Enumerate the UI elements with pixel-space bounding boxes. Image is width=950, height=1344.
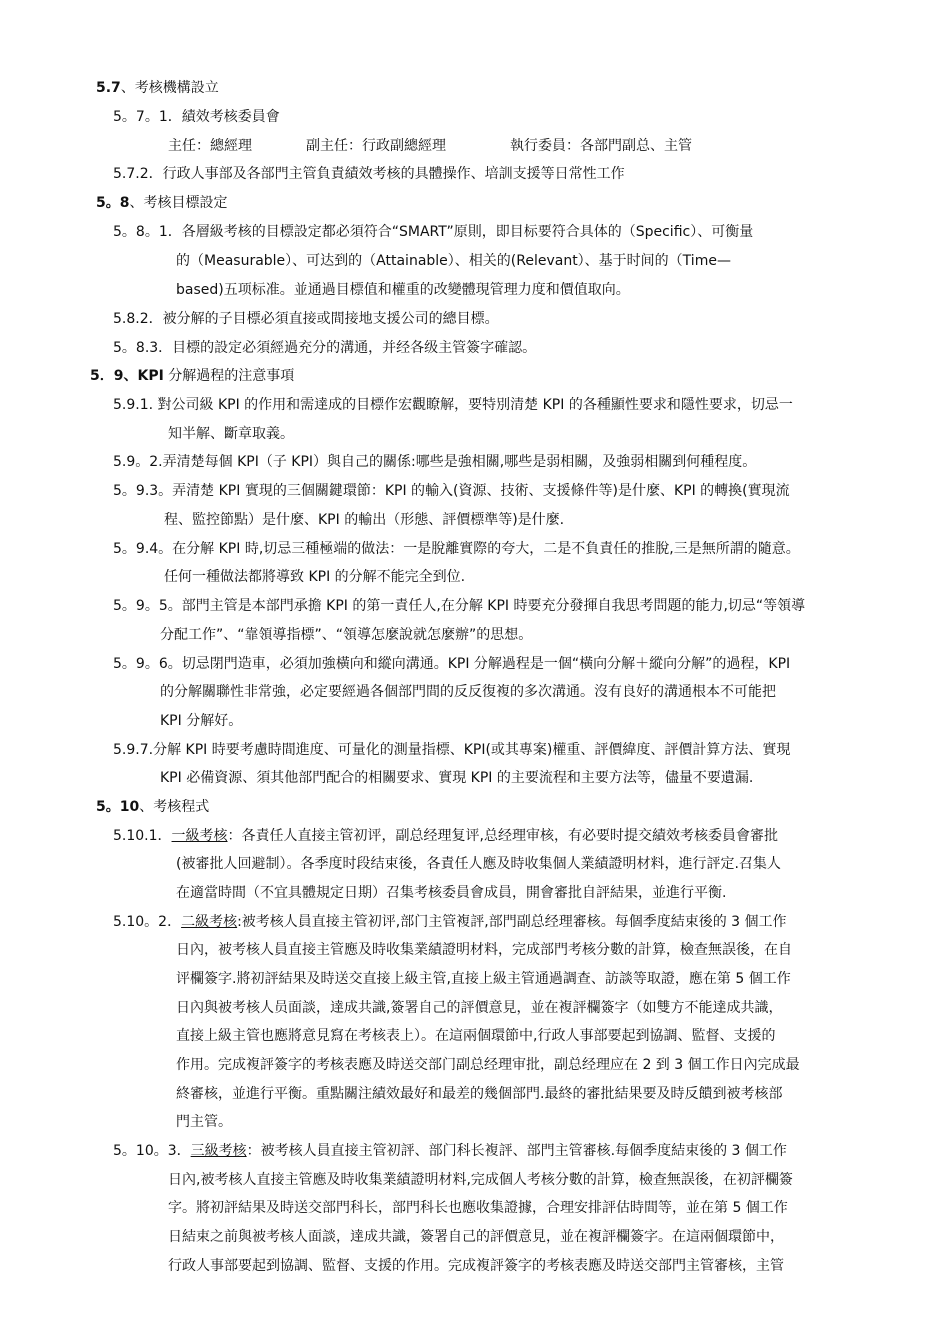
section-heading-5-10 — [96, 797, 209, 817]
level-label: 三級考核 — [190, 1143, 247, 1159]
member-exec: 執行委員：各部門副总、主管 — [510, 138, 692, 154]
item-5-10-2-line-6: 作用。完成複評簽字的考核表應及時送交部门副总经理审批，副总经理应在 2 到 3 個工作日內完成最 — [176, 1057, 800, 1073]
item-5-9-2: 5.9。2.弄清楚每個 KPI（子 KPI）與自己的關係:哪些是強相關,哪些是弱相關，及強弱相關到何種程度。 — [113, 454, 757, 470]
item-5-9-7-line-2: KPI 必備資源、須其他部門配合的相關要求、實現 KPI 的主要流程和主要方法等，儘量不要遺漏. — [160, 770, 754, 786]
item-number: 5.10。2． — [113, 914, 182, 930]
item-5-10-1-line-3: 在適當時間（不宜具體規定日期）召集考核委員會成員，開會審批自評結果，並進行平衡. — [176, 885, 727, 901]
item-5-8-1-line-3: based)五项标准。並通過目標值和權重的改變體現管理力度和價值取向。 — [176, 282, 630, 298]
item-5-10-2-line-2: 日內，被考核人員直接主管應及時收集業績證明材料，完成部門考核分數的計算，檢查無誤後，在自 — [176, 942, 792, 958]
item-5-8-1-line-1: 5。8。1．各層級考核的目標設定都必須符合“SMART”原則，即目标要符合具体的（Specific）、可衡量 — [113, 224, 754, 240]
committee-members — [0, 136, 950, 156]
section-heading-5-8 — [96, 193, 227, 213]
item-5-9-1-line-1: 5.9.1. 對公司級 KPI 的作用和需達成的目標作宏觀瞭解，要特別清楚 KPI 的各種顯性要求和隱性要求，切忌一 — [113, 397, 793, 413]
item-5-7-2: 5.7.2．行政人事部及各部門主管負責績效考核的具體操作、培訓支援等日常性工作 — [113, 166, 625, 182]
item-5-9-7-line-1: 5.9.7.分解 KPI 時要考慮時間進度、可量化的測量指標、KPI(或其專案)權重、評價緯度、評價計算方法、實現 — [113, 742, 791, 758]
section-title: 、考核機構設立 — [120, 80, 219, 96]
item-number: 5。10。3． — [113, 1143, 191, 1159]
item-5-10-3-line-2: 日內,被考核人直接主管應及時收集業績證明材料,完成個人考核分數的計算，檢查無誤後，在初評欄簽 — [168, 1172, 793, 1188]
item-5-10-2-line-3: 评欄簽字.將初評結果及時送交直接上級主管,直接上級主管通過調查、訪談等取證，應在第 5 個工作 — [176, 971, 791, 987]
section-title: 、考核目標設定 — [129, 195, 228, 211]
item-5-10-3-line-3: 字。將初評結果及時送交部門科长，部門科长也應收集證據，合理安排評估時間等，並在第 5 個工作 — [168, 1200, 788, 1216]
item-text: :被考核人員直接主管初评,部门主管複評,部門副总经理審核。每個季度結束後的 3 個工作 — [237, 914, 787, 930]
item-5-9-5-line-1: 5。9。5。部門主管是本部門承擔 KPI 的第一責任人,在分解 KPI 時要充分發揮自我思考問題的能力,切忌“等領導 — [113, 598, 806, 614]
section-number: 5。10 — [96, 799, 140, 815]
item-text: ：各責任人直接主管初评，副总经理复评,总经理审核，有必要时提交績效考核委員會審批 — [227, 828, 778, 844]
item-number: 5.10.1． — [113, 828, 172, 844]
item-5-9-3-line-1: 5。9.3。弄清楚 KPI 實現的三個關鍵環節：KPI 的輸入(資源、技術、支援條件等)是什麼、KPI 的轉換(實現流 — [113, 483, 790, 499]
level-label: 二級考核 — [181, 914, 238, 930]
item-5-10-2-line-8: 門主管。 — [176, 1114, 232, 1130]
section-number: 5．9、KPI — [90, 368, 164, 384]
item-5-9-4-line-2: 任何一種做法都將導致 KPI 的分解不能完全到位. — [164, 569, 466, 585]
item-5-10-3-line-5: 行政人事部要起到協調、監督、支援的作用。完成複評簽字的考核表應及時送交部門主管審核，主管 — [168, 1258, 784, 1274]
item-text: ：被考核人員直接主管初評、部门科长複評、部門主管審核.每個季度結束後的 3 個工作 — [246, 1143, 787, 1159]
item-5-10-2-line-4: 日內與被考核人员面談，達成共識,簽署自己的評價意見，並在複評欄簽字（如雙方不能達成共識， — [176, 1000, 783, 1016]
item-5-10-2-line-1 — [113, 912, 787, 932]
item-5-9-5-line-2: 分配工作”、“靠領導指標”、“領導怎麼說就怎麼辦”的思想。 — [160, 627, 533, 643]
item-5-9-3-line-2: 程、監控節點）是什麼、KPI 的輸出（形態、評價標準等)是什麼. — [164, 512, 565, 528]
item-5-9-1-line-2: 知半解、斷章取義。 — [168, 426, 294, 442]
member-vice: 副主任：行政副總經理 — [306, 138, 446, 154]
item-5-10-3-line-4: 日結束之前與被考核人面談，達成共識，簽署自己的評價意見，並在複評欄簽字。在這兩個環節中， — [168, 1229, 784, 1245]
item-5-10-1-line-2: (被審批人回避制）。各季度时段结束後，各責任人應及時收集個人業績證明材料，進行評定.召集人 — [176, 856, 781, 872]
section-number: 5.7 — [96, 80, 121, 96]
section-title: 分解過程的注意事項 — [168, 368, 295, 384]
item-5-10-2-line-5: 直接上級主管也應將意見寫在考核表上）。在這兩個環節中,行政人事部要起到協調、監督、支援的 — [176, 1028, 776, 1044]
item-5-7-1-title: 5。7。1．績效考核委員會 — [113, 109, 280, 125]
item-5-10-3-line-1 — [113, 1141, 787, 1161]
item-5-8-2: 5.8.2．被分解的子目標必須直接或間接地支援公司的總目標。 — [113, 311, 499, 327]
item-5-8-1-line-2: 的（Measurable）、可达到的（Attainable）、相关的(Relevant）、基于时间的（Time— — [176, 253, 731, 269]
item-5-8-3: 5。8.3．目標的設定必須經過充分的溝通，并经各级主管簽字確認。 — [113, 340, 537, 356]
section-number: 5。8 — [96, 195, 130, 211]
item-5-9-6-line-3: KPI 分解好。 — [160, 713, 243, 729]
item-5-9-6-line-1: 5。9。6。切忌閉門造車，必須加強橫向和縱向溝通。KPI 分解過程是一個“橫向分解＋縱向分解”的過程，KPI — [113, 656, 791, 672]
section-title: 、考核程式 — [139, 799, 210, 815]
item-5-9-4-line-1: 5。9.4。在分解 KPI 時,切忌三種極端的做法：一是脫離實際的夸大，二是不負責任的推脫,三是無所謂的隨意。 — [113, 541, 800, 557]
item-5-10-2-line-7: 終審核，並進行平衡。重點關注績效最好和最差的幾個部門.最終的審批結果要及時反饋到被考核部 — [176, 1086, 783, 1102]
member-chair: 主任：總經理 — [168, 138, 252, 154]
section-heading-5-9 — [90, 366, 294, 386]
section-heading-5-7 — [96, 78, 219, 98]
level-label: 一級考核 — [171, 828, 228, 844]
item-5-10-1-line-1 — [113, 826, 778, 846]
item-5-9-6-line-2: 的分解關聯性非常強，必定要經過各個部門間的反反復複的多次溝通。沒有良好的溝通根本不可能把 — [160, 684, 776, 700]
